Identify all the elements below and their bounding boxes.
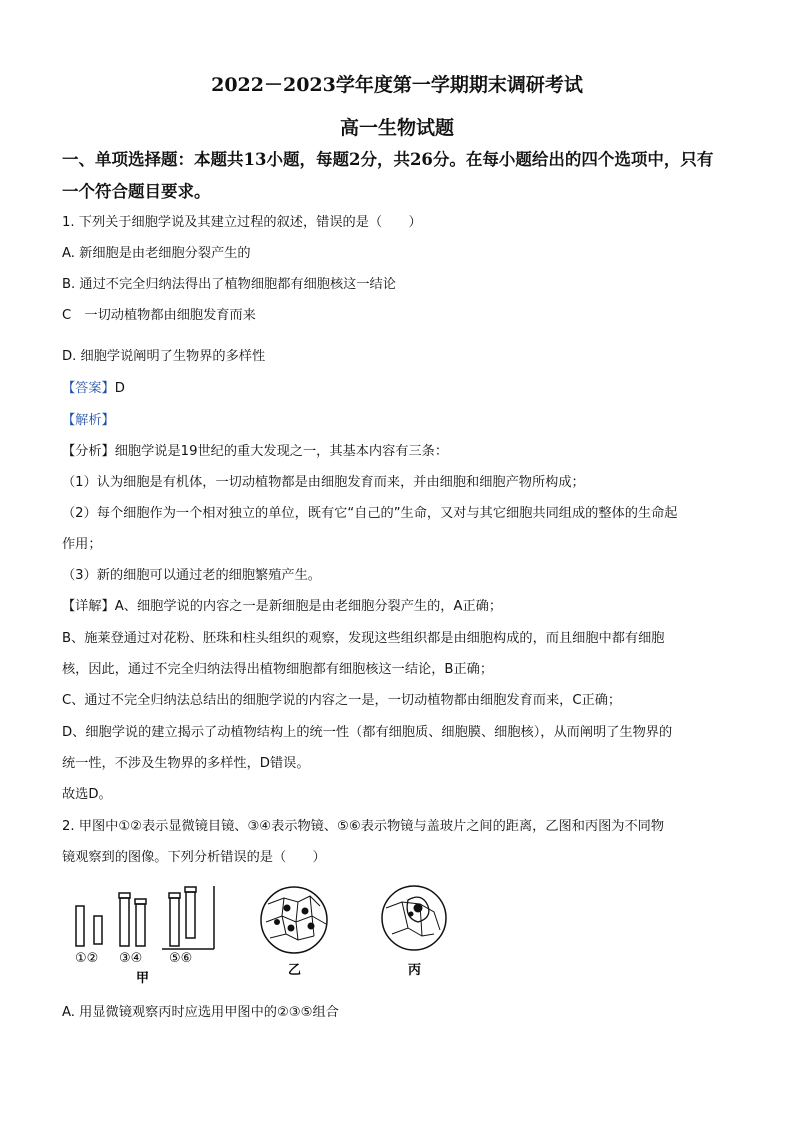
q2-stem-line2: 镜观察到的图像。下列分析错误的是（ ） — [62, 850, 326, 865]
analysis-line: （1）认为细胞是有机体，一切动植物都是由细胞发育而来，并由细胞和细胞产物所构成； — [62, 475, 585, 490]
exam-subtitle: 高一生物试题 — [339, 117, 454, 139]
analysis-line: （2）每个细胞作为一个相对独立的单位，既有它“自己的”生命，又对与其它细胞共同组成的整体的生命起 — [62, 506, 678, 521]
q1-option-b: B. 通过不完全归纳法得出了植物细胞都有细胞核这一结论 — [62, 277, 396, 292]
objective-6 — [186, 892, 195, 938]
label-34: ③④ — [119, 951, 143, 966]
q1-stem: 1. 下列关于细胞学说及其建立过程的叙述，错误的是（ ） — [62, 215, 422, 230]
eyepiece-2 — [94, 916, 102, 944]
objective-4 — [136, 904, 145, 946]
answer-tag: 【答案】 — [62, 381, 115, 396]
q2-stem-line1: 2. 甲图中①②表示显微镜目镜、③④表示物镜、⑤⑥表示物镜与盖玻片之间的距离，乙图和丙图为不同物 — [62, 819, 665, 834]
analysis-line: 作用； — [62, 537, 102, 552]
q1-answer-row — [62, 380, 125, 398]
analysis-line: （3）新的细胞可以通过老的细胞繁殖产生。 — [62, 568, 321, 583]
eyepiece-1 — [76, 906, 84, 946]
answer-value: D — [114, 381, 125, 396]
q1-option-d: D. 细胞学说阐明了生物界的多样性 — [62, 349, 266, 364]
caption-jia: 甲 — [136, 971, 150, 986]
exam-title: 2022－2023学年度第一学期期末调研考试 — [211, 74, 583, 96]
q1-option-a: A. 新细胞是由老细胞分裂产生的 — [62, 246, 251, 261]
caption-yi: 乙 — [288, 963, 302, 978]
analysis-line: 【分析】细胞学说是19世纪的重大发现之一，其基本内容有三条： — [62, 444, 449, 459]
objective-5 — [170, 898, 179, 946]
analysis-tag: 【解析】 — [62, 413, 115, 428]
analysis-line: 故选D。 — [62, 787, 112, 802]
q2-option-a: A. 用显微镜观察丙时应选用甲图中的②③⑤组合 — [62, 1005, 339, 1020]
microscope-figure — [62, 878, 462, 988]
analysis-line: D、细胞学说的建立揭示了动植物结构上的统一性（都有细胞质、细胞膜、细胞核），从而阐明了生物界的 — [62, 725, 673, 740]
analysis-line: 统一性，不涉及生物界的多样性，D错误。 — [62, 756, 310, 771]
objective-3 — [120, 898, 129, 946]
section-heading-line2: 一个符合题目要求。 — [62, 182, 211, 201]
q2-figure — [62, 878, 462, 988]
label-56: ⑤⑥ — [169, 951, 193, 966]
analysis-line: B、施莱登通过对花粉、胚珠和柱头组织的观察，发现这些组织都是由细胞构成的，而且细胞中都有细胞 — [62, 631, 665, 646]
analysis-line: C、通过不完全归纳法总结出的细胞学说的内容之一是，一切动植物都由细胞发育而来，C正确； — [62, 693, 622, 708]
label-12: ①② — [75, 951, 99, 966]
analysis-line: 核，因此，通过不完全归纳法得出植物细胞都有细胞核这一结论，B正确； — [62, 662, 494, 677]
section-heading-line1: 一、单项选择题：本题共13小题，每题2分，共26分。在每小题给出的四个选项中，只有 — [62, 150, 714, 169]
analysis-line: 【详解】A、细胞学说的内容之一是新细胞是由老细胞分裂产生的，A正确； — [62, 599, 503, 614]
caption-bing: 丙 — [408, 963, 422, 978]
q1-option-c: C 一切动植物都由细胞发育而来 — [62, 308, 256, 323]
